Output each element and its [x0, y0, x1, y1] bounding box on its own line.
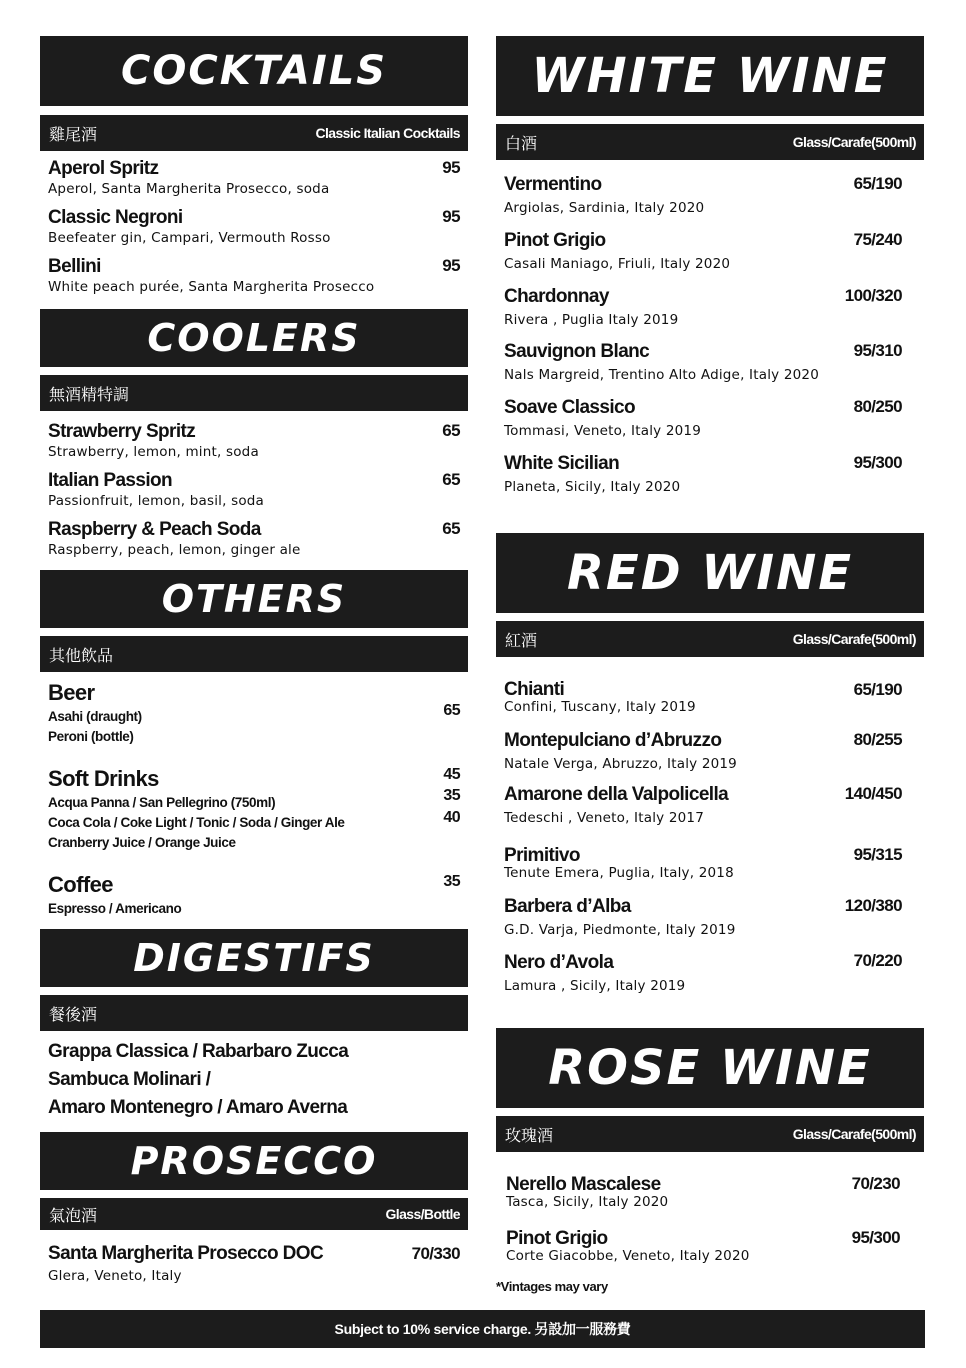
- item-desc: Tasca, Sicily, Italy 2020: [506, 1194, 669, 1210]
- item-price: 75/240: [853, 230, 902, 249]
- item-line: Cranberry Juice / Orange Juice: [48, 835, 236, 850]
- item-price: 95/300: [853, 453, 902, 472]
- item-line: Coca Cola / Coke Light / Tonic / Soda / Ginger Ale: [48, 815, 345, 830]
- rose-wine-subtitle: Glass/Carafe(500ml): [792, 1126, 916, 1142]
- item-name: Bellini: [48, 256, 101, 277]
- menu-item: [504, 784, 728, 826]
- menu-item: [504, 230, 730, 272]
- item-desc: Passionfruit, lemon, basil, soda: [48, 493, 265, 509]
- item-desc: Tommasi, Veneto, Italy 2019: [504, 423, 701, 439]
- item-price: 100/320: [844, 286, 902, 305]
- menu-item: [504, 730, 737, 772]
- rose-wine-title-bar: [496, 1028, 924, 1108]
- item-price: 80/255: [853, 730, 902, 749]
- item-line: Espresso / Americano: [48, 901, 182, 916]
- others-sub-bar: [40, 636, 468, 672]
- item-price: 95/300: [851, 1228, 900, 1247]
- item-price: 35: [443, 787, 460, 804]
- coffee-item: [48, 872, 181, 916]
- item-desc: Corte Giacobbe, Veneto, Italy 2020: [506, 1248, 750, 1264]
- service-charge-footer: [40, 1310, 925, 1348]
- rose-wine-sub-bar: [496, 1116, 924, 1152]
- vintage-note: *Vintages may vary: [496, 1279, 608, 1294]
- item-name: Raspberry & Peach Soda: [48, 519, 261, 540]
- soft-drinks-item: [48, 766, 345, 850]
- item-name: Chardonnay: [504, 286, 609, 307]
- menu-item: [506, 1174, 668, 1210]
- item-price: 45: [443, 766, 460, 783]
- digestifs-title-bar: [40, 929, 468, 987]
- item-desc: Lamura , Sicily, Italy 2019: [504, 978, 686, 994]
- others-title-bar: [40, 570, 468, 628]
- coolers-title-bar: [40, 309, 468, 367]
- item-desc: Casali Maniago, Friuli, Italy 2020: [504, 256, 731, 272]
- item-desc: Nals Margreid, Trentino Alto Adige, Italy 2020: [504, 367, 819, 383]
- item-name: Pinot Grigio: [506, 1228, 608, 1249]
- item-desc: Rivera , Puglia Italy 2019: [504, 312, 679, 328]
- rose-wine-zh: 玫瑰酒: [505, 1125, 554, 1145]
- item-name: Nerello Mascalese: [506, 1174, 661, 1195]
- item-desc: Natale Verga, Abruzzo, Italy 2019: [504, 756, 737, 772]
- item-desc: Aperol, Santa Margherita Prosecco, soda: [48, 181, 330, 197]
- item-desc: Argiolas, Sardinia, Italy 2020: [504, 200, 705, 216]
- item-price: 65: [442, 470, 460, 489]
- item-price: 95: [442, 207, 460, 226]
- item-name: Amarone della Valpolicella: [504, 784, 729, 805]
- menu-item: [504, 896, 736, 938]
- item-name: Soave Classico: [504, 397, 636, 418]
- prosecco-subtitle: Glass/Bottle: [385, 1206, 460, 1222]
- menu-item: [48, 256, 374, 295]
- item-name: Vermentino: [504, 174, 602, 195]
- menu-item: [48, 421, 259, 460]
- item-price: 70/220: [853, 951, 902, 970]
- digestif-line: Grappa Classica / Rabarbaro Zucca: [48, 1041, 349, 1062]
- digestifs-title: DIGESTIFS: [133, 936, 375, 980]
- red-wine-title-bar: [496, 533, 924, 613]
- digestifs-zh: 餐後酒: [49, 1004, 98, 1024]
- white-wine-sub-bar: [496, 124, 924, 160]
- white-wine-title: WHITE WINE: [531, 48, 889, 104]
- digestif-line: Sambuca Molinari /: [48, 1069, 211, 1090]
- item-price: 120/380: [844, 896, 902, 915]
- item-price: 95: [442, 256, 460, 275]
- coolers-zh: 無酒精特調: [49, 384, 130, 404]
- menu-item: [504, 453, 680, 495]
- menu-item: [504, 286, 678, 328]
- item-price: 40: [443, 809, 460, 826]
- coolers-sub-bar: [40, 375, 468, 411]
- item-name: Coffee: [48, 872, 113, 897]
- item-price: 65/190: [853, 174, 902, 193]
- item-name: Sauvignon Blanc: [504, 341, 650, 362]
- digestif-line: Amaro Montenegro / Amaro Averna: [48, 1097, 348, 1118]
- item-price: 65/190: [853, 680, 902, 699]
- footer-text: Subject to 10% service charge. 另設加一服務費: [334, 1321, 631, 1337]
- item-desc: White peach purée, Santa Margherita Prosecco: [48, 279, 375, 295]
- others-zh: 其他飲品: [49, 645, 114, 665]
- menu-item: [504, 845, 734, 881]
- rose-wine-title: ROSE WINE: [548, 1040, 872, 1096]
- item-line: Asahi (draught): [48, 709, 142, 724]
- prosecco-title: PROSECCO: [130, 1139, 378, 1183]
- item-name: Primitivo: [504, 845, 580, 866]
- red-wine-subtitle: Glass/Carafe(500ml): [792, 631, 916, 647]
- item-desc: Strawberry, lemon, mint, soda: [48, 444, 259, 460]
- item-price: 65: [443, 702, 460, 719]
- item-price: 70/330: [411, 1244, 460, 1263]
- beer-item: [48, 680, 142, 744]
- menu-item: [48, 1243, 323, 1284]
- prosecco-sub-bar: [40, 1198, 468, 1230]
- item-desc: Planeta, Sicily, Italy 2020: [504, 479, 681, 495]
- item-price: 70/230: [851, 1174, 900, 1193]
- item-line: Peroni (bottle): [48, 729, 134, 744]
- item-name: Beer: [48, 680, 95, 705]
- menu-item: [504, 397, 701, 439]
- item-desc: G.D. Varja, Piedmonte, Italy 2019: [504, 922, 736, 938]
- item-price: 95: [442, 158, 460, 177]
- prosecco-title-bar: [40, 1132, 468, 1190]
- white-wine-zh: 白酒: [505, 133, 538, 153]
- white-wine-subtitle: Glass/Carafe(500ml): [792, 134, 916, 150]
- item-desc: Confini, Tuscany, Italy 2019: [504, 699, 696, 715]
- item-name: Santa Margherita Prosecco DOC: [48, 1243, 324, 1264]
- coolers-title: COOLERS: [147, 316, 361, 360]
- item-price: 65: [442, 519, 460, 538]
- menu-item: [504, 174, 704, 216]
- item-desc: Tedeschi , Veneto, Italy 2017: [504, 810, 704, 826]
- digestifs-sub-bar: [40, 995, 468, 1031]
- item-price: 65: [442, 421, 460, 440]
- red-wine-title: RED WINE: [566, 545, 854, 601]
- item-name: Nero d’Avola: [504, 952, 614, 973]
- menu-item: [48, 519, 301, 558]
- menu-item: [506, 1228, 750, 1264]
- menu-item: [48, 470, 264, 509]
- prosecco-zh: 氣泡酒: [49, 1205, 98, 1225]
- white-wine-title-bar: [496, 36, 924, 116]
- item-price: 35: [443, 873, 460, 890]
- menu-item: [504, 952, 685, 994]
- item-name: Montepulciano d’Abruzzo: [504, 730, 722, 751]
- item-name: Strawberry Spritz: [48, 421, 196, 442]
- menu-item: [48, 158, 329, 197]
- item-desc: Glera, Veneto, Italy: [48, 1268, 182, 1284]
- item-name: Soft Drinks: [48, 766, 159, 791]
- red-wine-sub-bar: [496, 621, 924, 657]
- item-name: Barbera d’Alba: [504, 896, 631, 917]
- menu-item: [504, 341, 819, 383]
- cocktails-title: COCKTAILS: [120, 48, 388, 94]
- item-desc: Tenute Emera, Puglia, Italy, 2018: [504, 865, 734, 881]
- item-desc: Raspberry, peach, lemon, ginger ale: [48, 542, 301, 558]
- item-price: 95/315: [853, 845, 902, 864]
- item-desc: Beefeater gin, Campari, Vermouth Rosso: [48, 230, 331, 246]
- item-name: Classic Negroni: [48, 207, 183, 228]
- item-name: Aperol Spritz: [48, 158, 159, 179]
- item-line: Acqua Panna / San Pellegrino (750ml): [48, 795, 276, 810]
- item-name: White Sicilian: [504, 453, 620, 474]
- red-wine-zh: 紅酒: [505, 630, 538, 650]
- item-name: Pinot Grigio: [504, 230, 606, 251]
- cocktails-zh: 雞尾酒: [49, 124, 98, 144]
- others-title: OTHERS: [161, 577, 347, 621]
- cocktails-title-bar: [40, 36, 468, 106]
- item-price: 95/310: [853, 341, 902, 360]
- cocktails-subtitle: Classic Italian Cocktails: [315, 125, 460, 141]
- menu-item: [48, 207, 331, 246]
- menu-item: [504, 679, 696, 715]
- item-name: Italian Passion: [48, 470, 173, 491]
- item-name: Chianti: [504, 679, 565, 700]
- item-price: 140/450: [844, 784, 902, 803]
- cocktails-sub-bar: [40, 115, 468, 151]
- item-price: 80/250: [853, 397, 902, 416]
